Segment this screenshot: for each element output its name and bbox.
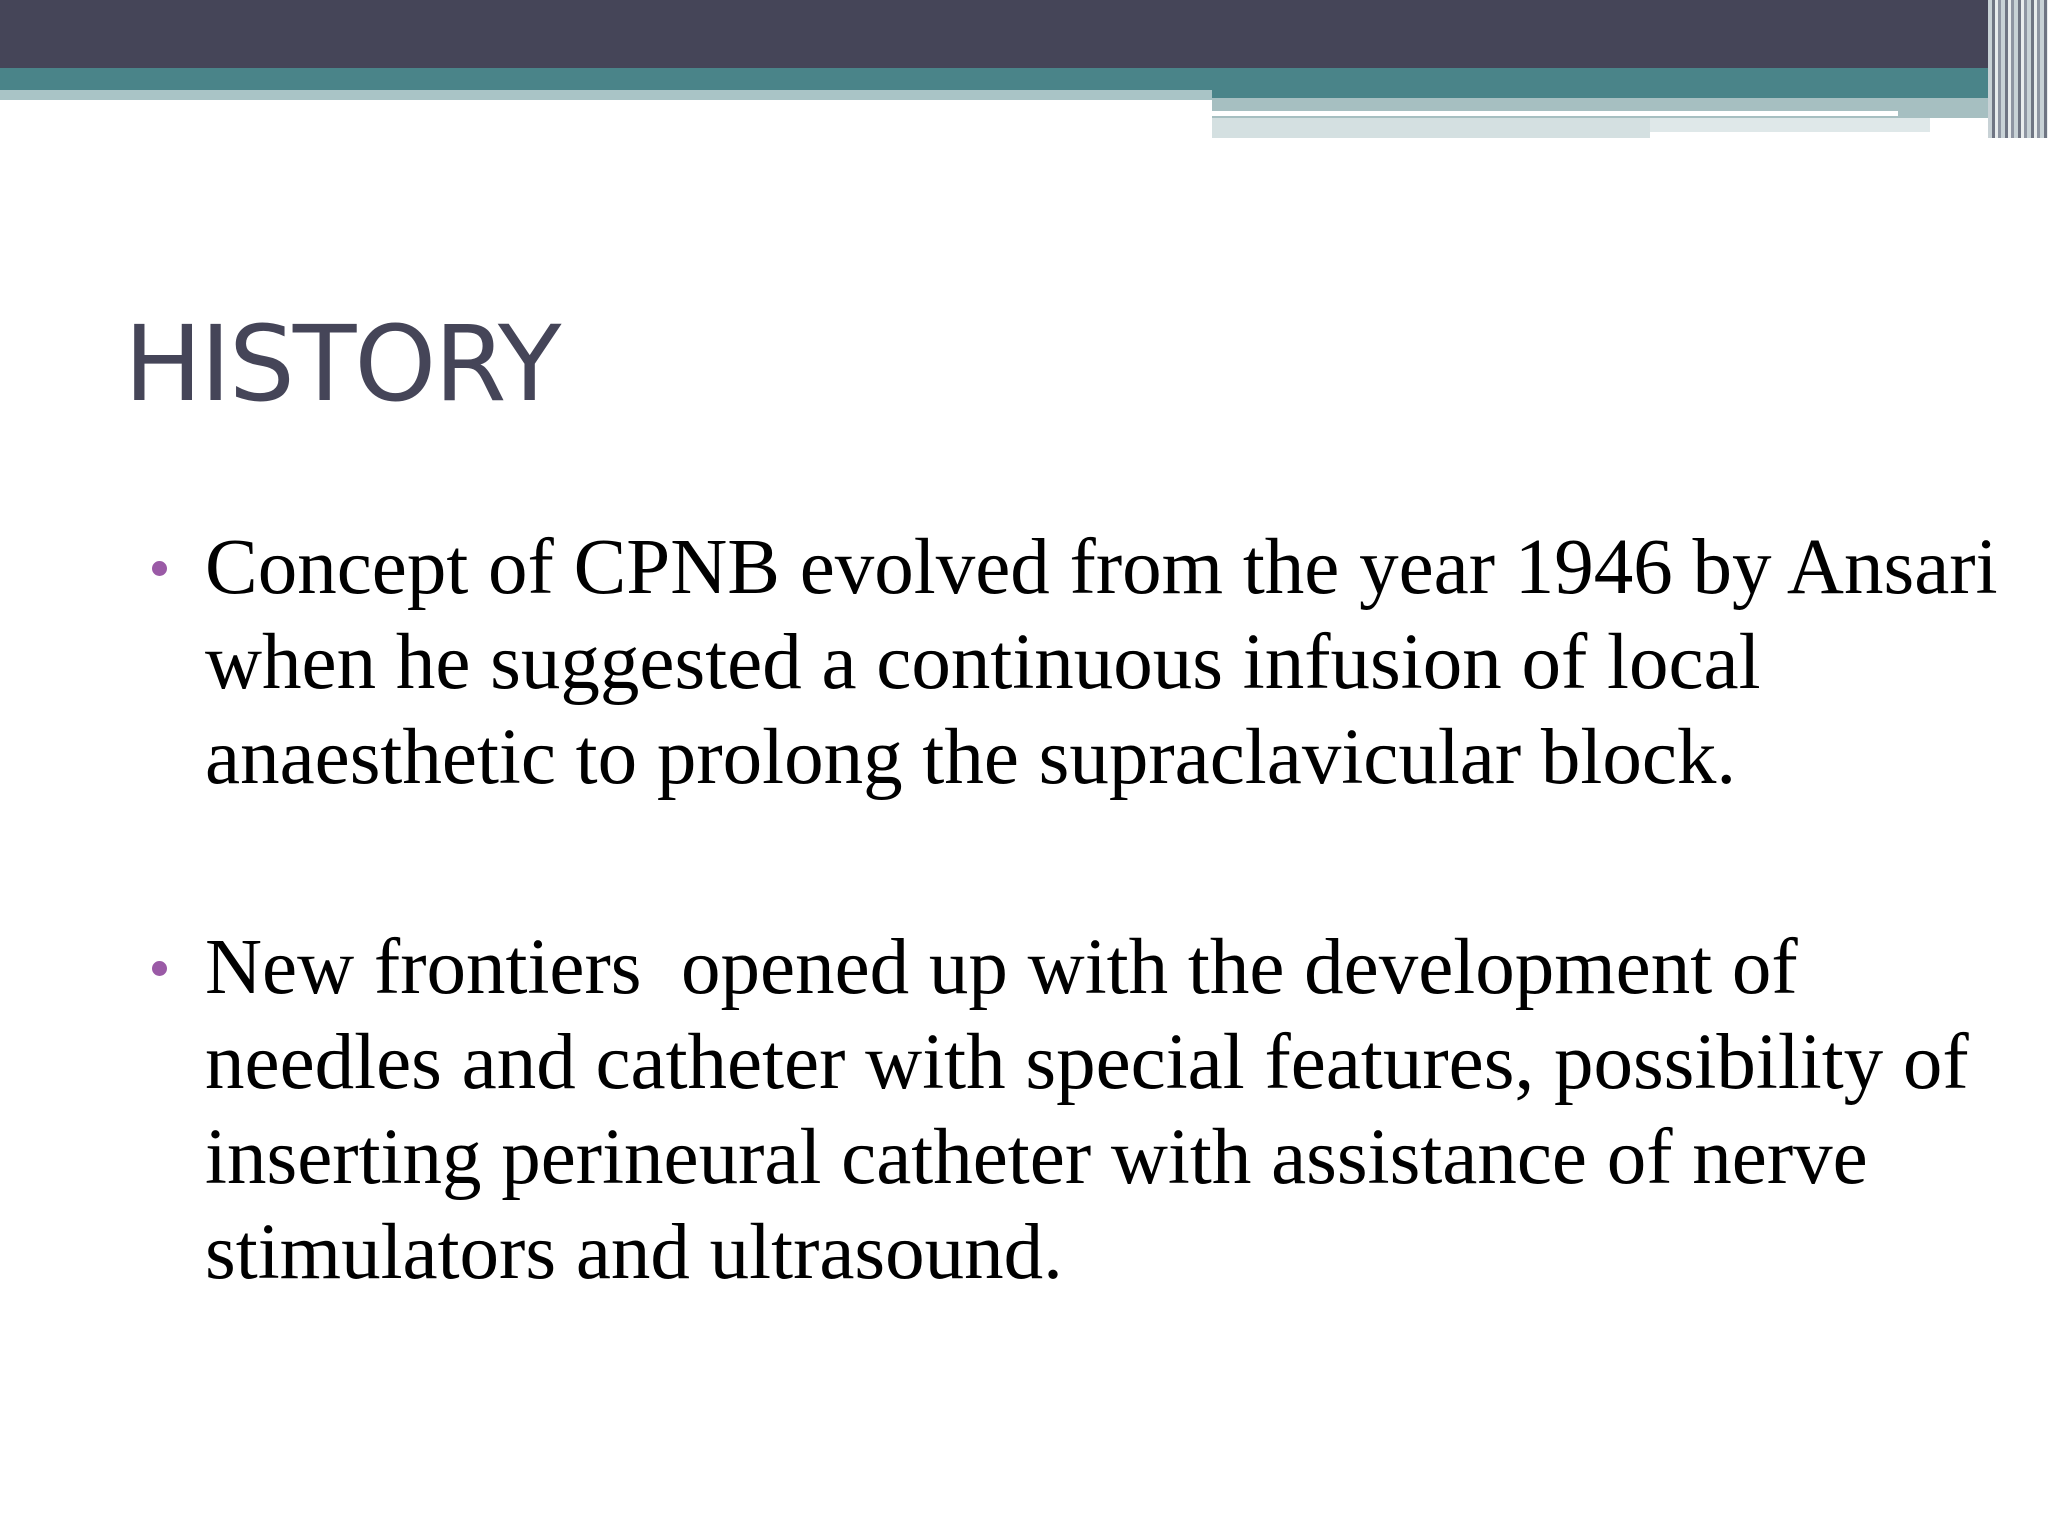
header-band-pale — [1212, 118, 1650, 138]
header-band-teal — [0, 68, 1212, 90]
bullet-item — [140, 920, 2020, 1300]
slide-title: HISTORY — [124, 303, 560, 425]
header-stripes-decoration — [1988, 0, 2048, 138]
bullet-list — [140, 520, 2020, 1300]
header-band-teal-right — [1212, 68, 2048, 98]
header-divider-line — [1212, 111, 1898, 116]
bullet-item — [140, 520, 2020, 805]
header-band-light — [0, 90, 1212, 100]
bullet-text: Concept of CPNB evolved from the year 1946 by Ansari when he suggested a continuous infusion of local anaesthetic to prolong the supraclavicular block. — [205, 524, 1998, 801]
header-band-dark — [0, 0, 2048, 68]
bullet-marker-icon — [152, 961, 167, 976]
bullet-marker-icon — [152, 561, 167, 576]
bullet-text: New frontiers opened up with the development of needles and catheter with special features, possibility of inserting perineural catheter with assistance of nerve stimulators and ultrasound. — [205, 924, 1989, 1296]
header-band-pale-end — [1650, 118, 1930, 132]
